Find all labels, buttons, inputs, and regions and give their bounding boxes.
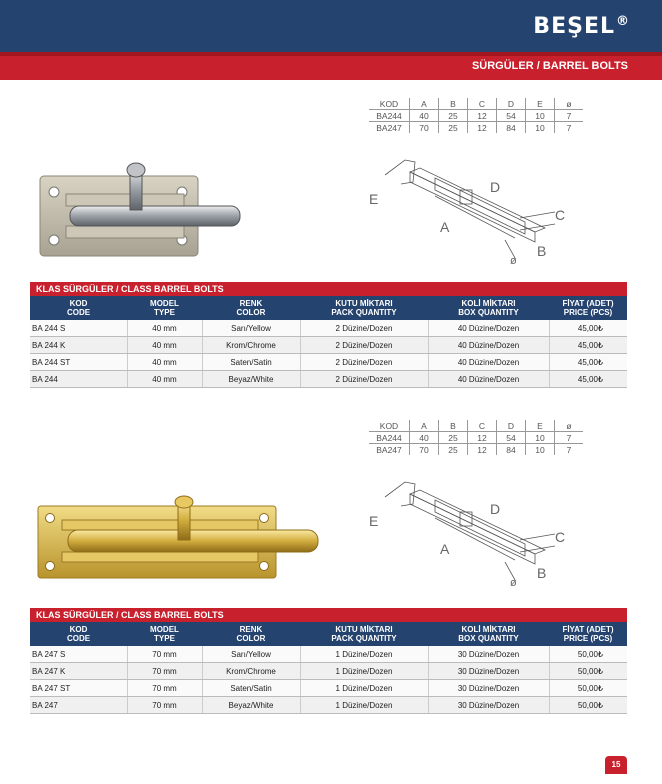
dimension-header-row xyxy=(369,98,583,110)
cell-color: Krom/Chrome xyxy=(202,337,300,354)
cell-model: 70 mm xyxy=(127,646,202,663)
dimension-label-e: E xyxy=(369,191,379,207)
cell-color: Saten/Satin xyxy=(202,354,300,371)
dim-header-cell: C xyxy=(468,98,497,110)
header-en: COLOR xyxy=(236,634,266,643)
section-title: SÜRGÜLER / BARREL BOLTS xyxy=(471,60,628,72)
dimension-label-phi: ø xyxy=(510,577,517,589)
dim-cell: 70 xyxy=(410,444,439,456)
cell-pack: 2 Düzine/Dozen xyxy=(300,371,428,388)
table-row xyxy=(30,371,627,388)
header-tr: FİYAT (ADET) xyxy=(562,625,614,634)
header-model xyxy=(127,622,202,646)
dimension-label-e: E xyxy=(369,513,379,529)
dim-cell: 54 xyxy=(497,110,526,122)
table-row xyxy=(30,663,627,680)
dim-header-cell: A xyxy=(410,98,439,110)
dimension-label-b: B xyxy=(537,565,547,581)
dim-cell: 25 xyxy=(439,432,468,444)
page-number: 15 xyxy=(605,756,627,774)
header-en: BOX QUANTITY xyxy=(458,634,519,643)
dimension-header-row xyxy=(369,420,583,432)
header-tr: RENK xyxy=(239,299,263,308)
header-model xyxy=(127,296,202,320)
dim-cell: 84 xyxy=(497,122,526,134)
dimension-label-b: B xyxy=(537,243,547,259)
dim-cell: 70 xyxy=(410,122,439,134)
header-pack-quantity xyxy=(300,296,428,320)
dim-cell: 12 xyxy=(468,110,497,122)
dimension-label-c: C xyxy=(555,529,566,545)
dim-header-cell: E xyxy=(526,98,555,110)
cell-box: 30 Düzine/Dozen xyxy=(428,697,549,714)
cell-color: Beyaz/White xyxy=(202,697,300,714)
cell-model: 40 mm xyxy=(127,337,202,354)
product-table-title-1: KLAS SÜRGÜLER / CLASS BARREL BOLTS xyxy=(30,282,627,296)
product-table-1 xyxy=(30,296,627,388)
cell-box: 40 Düzine/Dozen xyxy=(428,320,549,337)
cell-box: 40 Düzine/Dozen xyxy=(428,354,549,371)
cell-code: BA 244 S xyxy=(30,320,127,337)
header-en: TYPE xyxy=(154,634,175,643)
brand-logo xyxy=(533,14,630,39)
dim-cell: 25 xyxy=(439,122,468,134)
cell-code: BA 247 K xyxy=(30,663,127,680)
cell-pack: 1 Düzine/Dozen xyxy=(300,646,428,663)
table-row xyxy=(30,337,627,354)
dim-header-cell: ø xyxy=(555,420,584,432)
dim-header-cell: A xyxy=(410,420,439,432)
dim-header-cell: E xyxy=(526,420,555,432)
header-box-quantity xyxy=(428,296,549,320)
cell-box: 30 Düzine/Dozen xyxy=(428,680,549,697)
dimension-label-a: A xyxy=(440,219,450,235)
cell-price: 45,00₺ xyxy=(549,337,627,354)
dim-cell: BA244 xyxy=(369,110,410,122)
dimension-table-1 xyxy=(369,98,583,133)
dim-cell: 84 xyxy=(497,444,526,456)
brand-name: BEŞEL xyxy=(533,14,615,39)
cell-code: BA 244 xyxy=(30,371,127,388)
dim-header-cell: KOD xyxy=(369,420,410,432)
dim-cell: BA244 xyxy=(369,432,410,444)
header-tr: RENK xyxy=(239,625,263,634)
dim-cell: 10 xyxy=(526,444,555,456)
header-en: PRICE (PCS) xyxy=(563,308,613,317)
table-header-row xyxy=(30,296,627,320)
technical-drawing-1 xyxy=(365,150,580,268)
dimension-label-a: A xyxy=(440,541,450,557)
header-en: PACK QUANTITY xyxy=(331,308,397,317)
dim-header-cell: B xyxy=(439,420,468,432)
cell-price: 50,00₺ xyxy=(549,663,627,680)
cell-pack: 2 Düzine/Dozen xyxy=(300,320,428,337)
cell-price: 50,00₺ xyxy=(549,697,627,714)
table-header-row xyxy=(30,622,627,646)
cell-pack: 1 Düzine/Dozen xyxy=(300,680,428,697)
header-en: PACK QUANTITY xyxy=(331,634,397,643)
header-tr: KUTU MİKTARI xyxy=(335,625,393,634)
header-code xyxy=(30,622,127,646)
cell-code: BA 247 ST xyxy=(30,680,127,697)
dimension-row xyxy=(369,432,583,444)
chrome-barrel-bolt-image xyxy=(30,158,245,263)
technical-drawing-2 xyxy=(365,472,580,590)
header-pack-quantity xyxy=(300,622,428,646)
cell-pack: 2 Düzine/Dozen xyxy=(300,354,428,371)
brass-barrel-bolt-image xyxy=(28,494,328,584)
header-en: CODE xyxy=(66,634,91,643)
dim-cell: 7 xyxy=(566,444,572,455)
cell-price: 50,00₺ xyxy=(549,646,627,663)
header-tr: MODEL xyxy=(150,299,179,308)
dimension-row xyxy=(369,122,583,134)
cell-price: 45,00₺ xyxy=(549,371,627,388)
dim-cell: 10 xyxy=(526,432,555,444)
dim-cell: 40 xyxy=(410,110,439,122)
cell-model: 70 mm xyxy=(127,663,202,680)
dim-cell: 25 xyxy=(439,110,468,122)
product-table-2 xyxy=(30,622,627,714)
header-tr: KOD xyxy=(69,625,88,634)
dim-cell: 12 xyxy=(468,444,497,456)
cell-model: 70 mm xyxy=(127,680,202,697)
cell-code: BA 244 K xyxy=(30,337,127,354)
table-row xyxy=(30,320,627,337)
dim-header-cell: C xyxy=(468,420,497,432)
cell-code: BA 247 xyxy=(30,697,127,714)
dim-cell: BA247 xyxy=(369,122,410,134)
dim-cell: 7 xyxy=(555,432,584,444)
dim-cell: BA247 xyxy=(369,444,410,456)
dim-cell: 25 xyxy=(439,444,468,456)
header-tr: FİYAT (ADET) xyxy=(562,299,614,308)
dim-header-cell: ø xyxy=(555,98,584,110)
dim-cell: 12 xyxy=(468,122,497,134)
dim-cell: 10 xyxy=(526,122,555,134)
table-row xyxy=(30,680,627,697)
dim-cell: 10 xyxy=(526,110,555,122)
dim-cell: 40 xyxy=(410,432,439,444)
dim-cell: 54 xyxy=(497,432,526,444)
cell-model: 40 mm xyxy=(127,320,202,337)
cell-code: BA 247 S xyxy=(30,646,127,663)
header-en: PRICE (PCS) xyxy=(563,634,613,643)
header-price xyxy=(549,622,627,646)
cell-code: BA 244 ST xyxy=(30,354,127,371)
dim-cell: 12 xyxy=(468,432,497,444)
cell-pack: 1 Düzine/Dozen xyxy=(300,663,428,680)
dim-header-cell: B xyxy=(439,98,468,110)
cell-color: Sarı/Yellow xyxy=(202,320,300,337)
dimension-label-d: D xyxy=(490,179,501,195)
header-bar xyxy=(0,0,662,52)
header-color xyxy=(202,622,300,646)
cell-box: 30 Düzine/Dozen xyxy=(428,663,549,680)
dimension-row xyxy=(369,110,583,122)
dimension-label-phi: ø xyxy=(510,255,517,267)
table-row xyxy=(30,354,627,371)
header-en: TYPE xyxy=(154,308,175,317)
cell-box: 30 Düzine/Dozen xyxy=(428,646,549,663)
dimension-table-2 xyxy=(369,420,583,455)
cell-color: Krom/Chrome xyxy=(202,663,300,680)
product-table-title-2: KLAS SÜRGÜLER / CLASS BARREL BOLTS xyxy=(30,608,627,622)
dimension-label-c: C xyxy=(555,207,566,223)
cell-price: 45,00₺ xyxy=(549,354,627,371)
table-row xyxy=(30,646,627,663)
dim-header-cell: KOD xyxy=(369,98,410,110)
dim-header-cell: D xyxy=(497,98,526,110)
cell-model: 40 mm xyxy=(127,354,202,371)
header-en: CODE xyxy=(66,308,91,317)
cell-pack: 2 Düzine/Dozen xyxy=(300,337,428,354)
header-en: BOX QUANTITY xyxy=(458,308,519,317)
header-tr: KOLİ MİKTARI xyxy=(461,299,516,308)
header-tr: KOLİ MİKTARI xyxy=(461,625,516,634)
cell-price: 45,00₺ xyxy=(549,320,627,337)
cell-pack: 1 Düzine/Dozen xyxy=(300,697,428,714)
cell-color: Saten/Satin xyxy=(202,680,300,697)
dim-cell: 7 xyxy=(566,122,572,133)
cell-box: 40 Düzine/Dozen xyxy=(428,337,549,354)
cell-price: 50,00₺ xyxy=(549,680,627,697)
header-tr: MODEL xyxy=(150,625,179,634)
registered-mark: ® xyxy=(616,14,630,29)
dimension-row xyxy=(369,444,583,456)
dim-cell: 7 xyxy=(555,110,584,122)
header-code xyxy=(30,296,127,320)
cell-color: Beyaz/White xyxy=(202,371,300,388)
header-en: COLOR xyxy=(236,308,266,317)
header-tr: KUTU MİKTARI xyxy=(335,299,393,308)
header-box-quantity xyxy=(428,622,549,646)
header-price xyxy=(549,296,627,320)
cell-model: 40 mm xyxy=(127,371,202,388)
dimension-label-d: D xyxy=(490,501,501,517)
dim-header-cell: D xyxy=(497,420,526,432)
header-tr: KOD xyxy=(69,299,88,308)
table-row xyxy=(30,697,627,714)
cell-model: 70 mm xyxy=(127,697,202,714)
header-color xyxy=(202,296,300,320)
cell-color: Sarı/Yellow xyxy=(202,646,300,663)
cell-box: 40 Düzine/Dozen xyxy=(428,371,549,388)
